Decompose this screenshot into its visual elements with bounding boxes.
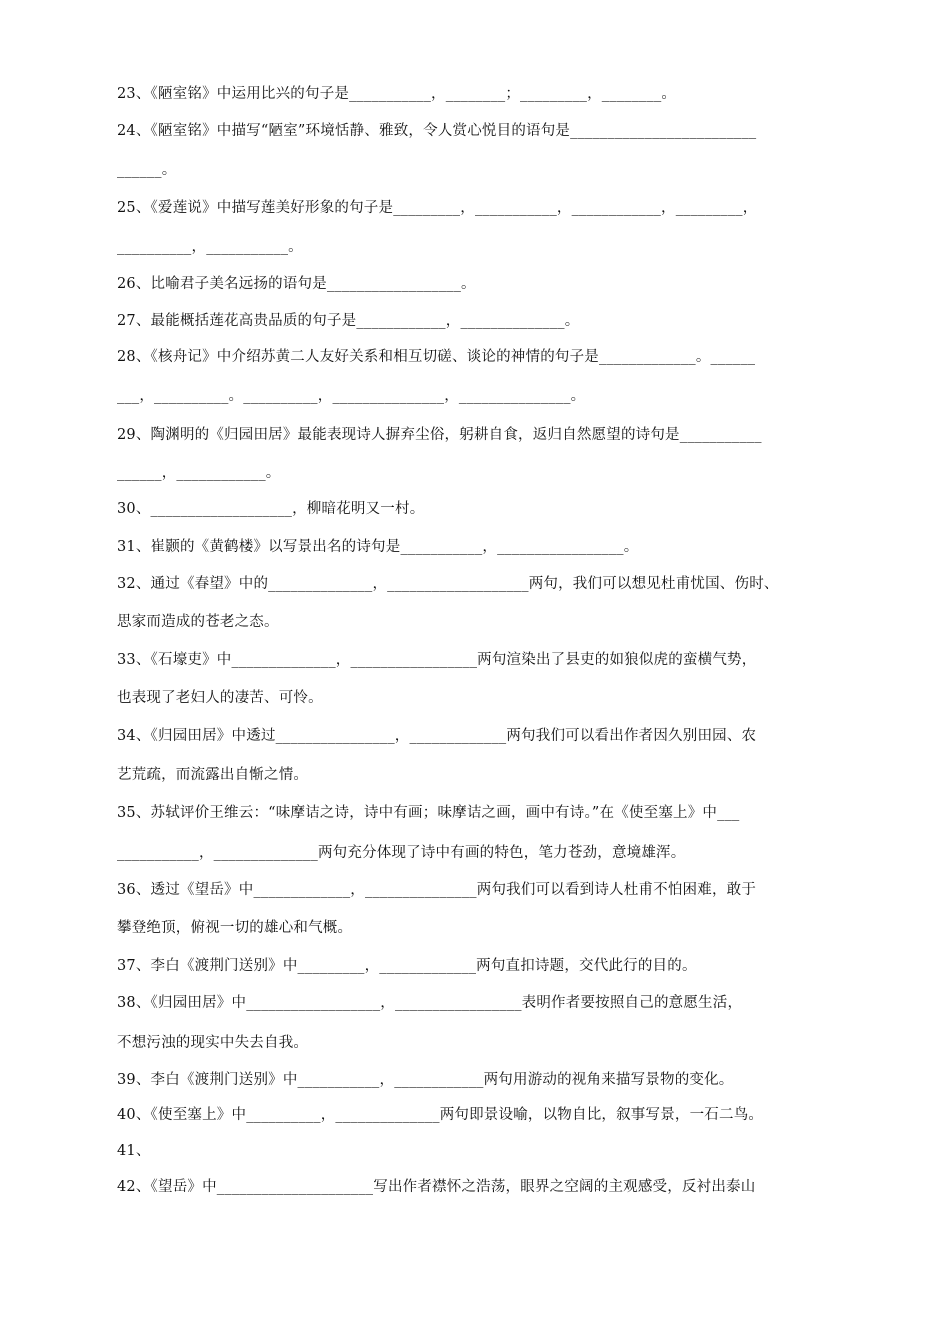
question-38: 38、《归园田居》中__________________，_________________表明作者要按照自己的意愿生活， <box>117 995 743 1011</box>
question-29: 29、陶渊明的《归园田居》最能表现诗人摒弃尘俗，躬耕自食，返归自然愿望的诗句是___________ <box>117 427 762 443</box>
question-42: 42、《望岳》中_____________________写出作者襟怀之浩荡，眼界之空阔的主观感受，反衬出泰山 <box>117 1179 756 1195</box>
question-39: 39、李白《渡荆门送别》中___________，____________两句用游动的视角来描写景物的变化。 <box>117 1072 734 1088</box>
question-25: 25、《爱莲说》中描写莲美好形象的句子是_________，___________，____________，_________， <box>117 200 758 216</box>
question-24-cont: ______。 <box>117 162 177 178</box>
question-24: 24、《陋室铭》中描写“陋室”环境恬静、雅致，令人赏心悦目的语句是_________________________ <box>117 123 757 139</box>
question-26: 26、比喻君子美名远扬的语句是__________________。 <box>117 276 476 292</box>
question-31: 31、崔颢的《黄鹤楼》以写景出名的诗句是___________，_________________。 <box>117 539 639 555</box>
question-35-cont: ___________，______________两句充分体现了诗中有画的特色，笔力苍劲，意境雄浑。 <box>117 845 686 861</box>
question-40: 40、《使至塞上》中__________，______________两句即景设喻，以物自比，叙事写景，一石二鸟。 <box>117 1107 764 1123</box>
question-34-cont: 艺荒疏，而流露出自惭之情。 <box>117 767 309 783</box>
question-32-cont: 思家而造成的苍老之态。 <box>117 614 279 630</box>
question-32: 32、通过《春望》中的______________，___________________两句，我们可以想见杜甫忧国、伤时、 <box>117 576 779 592</box>
question-30: 30、___________________，柳暗花明又一村。 <box>117 501 425 517</box>
question-38-cont: 不想污浊的现实中失去自我。 <box>117 1035 309 1051</box>
question-37: 37、李白《渡荆门送别》中_________，_____________两句直扣诗题，交代此行的目的。 <box>117 958 697 974</box>
question-36: 36、透过《望岳》中_____________，_______________两句我们可以看到诗人杜甫不怕困难，敢于 <box>117 882 757 898</box>
question-29-cont: ______，____________。 <box>117 465 281 481</box>
question-33: 33、《石壕吏》中______________，_________________两句渲染出了县吏的如狼似虎的蛮横气势， <box>117 652 757 668</box>
question-23: 23、《陋室铭》中运用比兴的句子是___________，________；_________，________。 <box>117 86 677 102</box>
question-33-cont: 也表现了老妇人的凄苦、可怜。 <box>117 690 323 706</box>
question-28-cont: ___，__________。__________，_______________，_______________。 <box>117 388 586 404</box>
question-28: 28、《核舟记》中介绍苏黄二人友好关系和相互切磋、谈论的神情的句子是_____________。______ <box>117 349 756 365</box>
question-36-cont: 攀登绝顶，俯视一切的雄心和气概。 <box>117 920 353 936</box>
question-25-cont: __________，___________。 <box>117 239 303 255</box>
question-35: 35、苏轼评价王维云：“味摩诘之诗，诗中有画；味摩诘之画，画中有诗。”在《使至塞上》中___ <box>117 805 740 821</box>
question-34: 34、《归园田居》中透过________________，_____________两句我们可以看出作者因久别田园、农 <box>117 728 757 744</box>
question-27: 27、最能概括莲花高贵品质的句子是____________，______________。 <box>117 313 580 329</box>
question-41: 41、 <box>117 1143 151 1159</box>
